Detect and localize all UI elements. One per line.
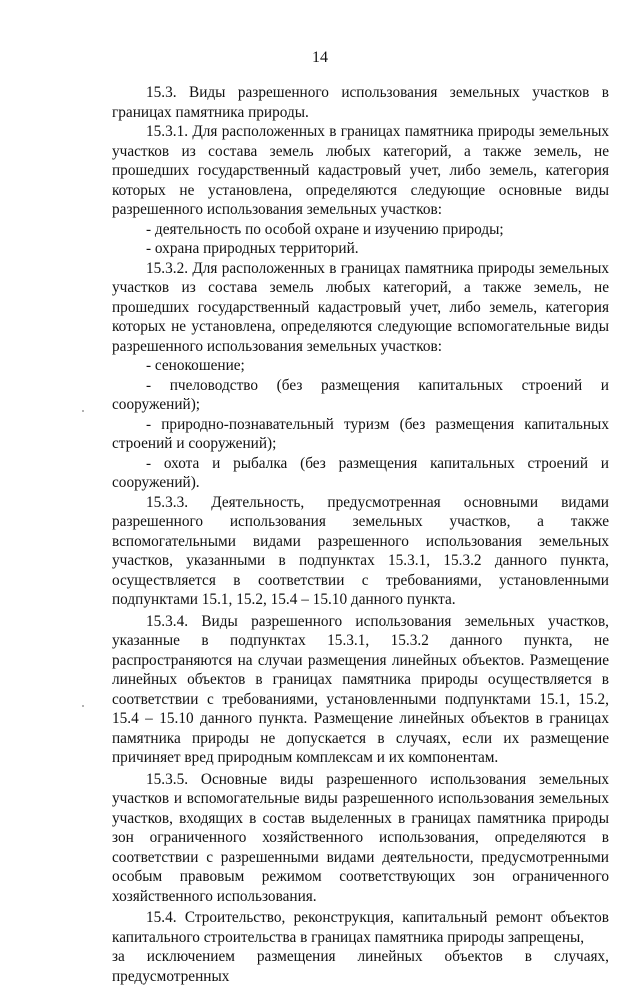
paragraph-15-3-2: 15.3.2. Для расположенных в границах памятника природы земельных участков из состава земель любых категорий, а также земель, не прошедших государственный кадастровый учет, либо земель, категория которых не установлена, определяются следующие вспомогательные виды разрешенного использования земельных участков:: [112, 259, 609, 355]
paragraph-15-3-5: 15.3.5. Основные виды разрешенного использования земельных участков и вспомогательные виды разрешенного использования земельных участков, входящих в состав выделенных в границах памятника природы зон ограниченного хозяйственного использования, определяются в соответствии с разрешенными видами деятельности, предусмотренными особым правовым режимом соответствующих зон ограниченного хозяйственного использования.: [112, 770, 609, 905]
paragraph-15-3-3: 15.3.3. Деятельность, предусмотренная основными видами разрешенного использования земельных участков, а также вспомогательными видами разрешенного использования земельных участков, указанными в подпунктах 15.3.1, 15.3.2 данного пункта, осуществляется в соответствии с требованиями, установленными подпунктами 15.1, 15.2, 15.4 – 15.10 данного пункта.: [112, 493, 609, 608]
paragraph-15-4-continued: за исключением размещения линейных объектов в случаях, предусмотренных: [112, 948, 609, 985]
list-item: - охота и рыбалка (без размещения капитальных строений и сооружений).: [112, 454, 609, 491]
document-body: [112, 83, 609, 986]
list-item: - сенокошение;: [146, 357, 245, 374]
page-number: 14: [312, 49, 328, 66]
paragraph-15-3-4: 15.3.4. Виды разрешенного использования земельных участков, указанные в подпунктах 15.3.1, 15.3.2 данного пункта, не распространяются на случаи размещения линейных объектов. Размещение линейных объектов в границах памятника природы осуществляется в соответствии с требованиями, установленными подпунктами 15.1, 15.2, 15.4 – 15.10 данного пункта. Размещение линейных объектов в границах памятника природы не допускается в случаях, если их размещение причиняет вред природным комплексам и их компонентам.: [112, 612, 609, 766]
scan-dot: [82, 410, 84, 412]
scan-dot: [82, 705, 84, 707]
paragraph-15-3-1: 15.3.1. Для расположенных в границах памятника природы земельных участков из состава земель любых категорий, а также земель, не прошедших государственный кадастровый учет, либо земель, категория которых не установлена, определяются следующие основные виды разрешенного использования земельных участков:: [112, 123, 609, 218]
list-item: - деятельность по особой охране и изучению природы;: [146, 220, 504, 238]
list-item: - природно-познавательный туризм (без размещения капитальных строений и сооружений);: [112, 415, 609, 452]
list-item: - охрана природных территорий.: [146, 240, 359, 257]
paragraph-15-4: 15.4. Строительство, реконструкция, капитальный ремонт объектов капитального строительства в границах памятника природы запрещены,: [112, 909, 609, 946]
paragraph-15-3: 15.3. Виды разрешенного использования земельных участков в границах памятника природы.: [112, 84, 609, 121]
list-item: - пчеловодство (без размещения капитальных строений и сооружений);: [112, 376, 609, 413]
